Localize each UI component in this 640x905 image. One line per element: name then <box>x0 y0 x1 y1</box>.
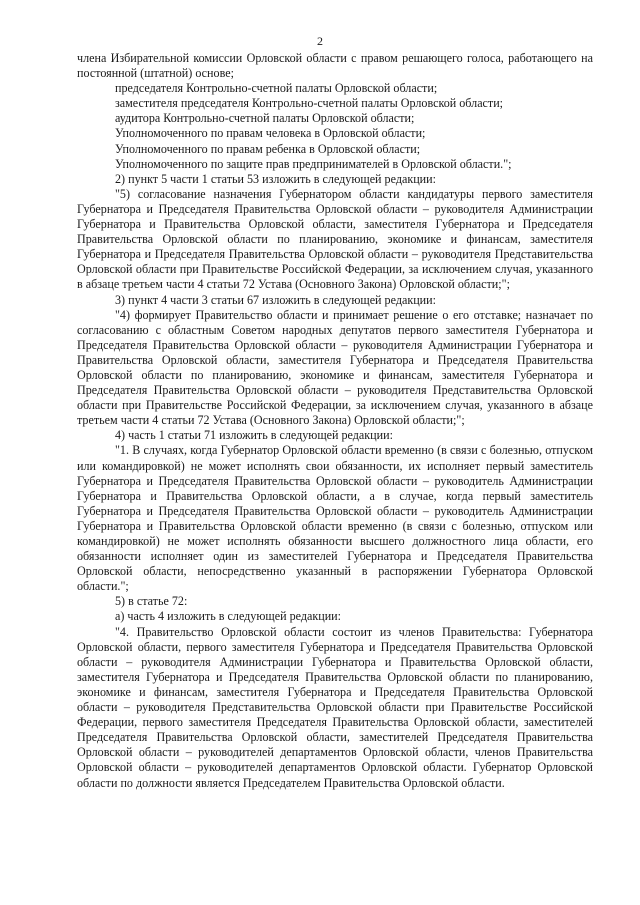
paragraph: 5) в статье 72: <box>115 594 188 609</box>
paragraph: Уполномоченного по защите прав предпринимателей в Орловской области."; <box>115 156 512 171</box>
paragraph: 2) пункт 5 части 1 статьи 53 изложить в следующей редакции: <box>115 171 436 186</box>
paragraph: 4) часть 1 статьи 71 изложить в следующей редакции: <box>115 428 393 443</box>
paragraph: председателя Контрольно-счетной палаты Орловской области; <box>115 81 438 96</box>
paragraph: заместителя председателя Контрольно-счетной палаты Орловской области; <box>115 96 504 111</box>
paragraph: "5) согласование назначения Губернатором области кандидатуры первого заместителя Губернатора и Председателя Правительства Орловской области – руководителя Администрации Губернатора и Правительства Орловской области, заместителя Губернатора и Председателя Правительства Орловской области по планированию, экономике и финансам, заместителя Губернатора и Председателя Правительства Орловской области – руководителя Представительства Орловской области при Правительстве Российской Федерации, за исключением случая, указанного в абзаце третьем части 4 статьи 72 Устава (Основного Закона) Орловской области;"; <box>77 186 593 292</box>
paragraph: члена Избирательной комиссии Орловской области с правом решающего голоса, работающего на постоянной (штатной) основе; <box>77 51 593 81</box>
paragraph: а) часть 4 изложить в следующей редакции: <box>115 609 341 624</box>
paragraph: Уполномоченного по правам человека в Орловской области; <box>115 126 426 141</box>
paragraph: "1. В случаях, когда Губернатор Орловской области временно (в связи с болезнью, отпуском или командировкой) не может исполнять свои обязанности, их исполняет первый заместитель Губернатора и Председателя Правительства Орловской области – руководитель Администрации Губернатора и Правительства Орловской области, а в случае, когда первый заместитель Губернатора и Председателя Правительства Орловской области – руководитель Администрации Губернатора и Правительства Орловской области временно (в связи с болезнью, отпуском или командировкой) не может исполнять обязанности высшего должностного лица области, его обязанности исполняет один из заместителей Губернатора и Председателя Правительства Орловской области, непосредственно указанный в распоряжении Губернатора Орловской области."; <box>77 443 593 594</box>
paragraph: аудитора Контрольно-счетной палаты Орловской области; <box>115 111 415 126</box>
paragraph: "4. Правительство Орловской области состоит из членов Правительства: Губернатора Орловской области, первого заместителя Губернатора и Председателя Правительства Орловской области – руководителя Администрации Губернатора и Правительства Орловской области, заместителя Губернатора и Председателя Правительства Орловской области по планированию, экономике и финансам, заместителя Губернатора и Председателя Правительства Орловской области – руководителя Представительства Орловской области при Правительстве Российской Федерации, первого заместителя Председателя Правительства Орловской области, заместителей Председателя Правительства Орловской области, заместителей Председателя Правительства Орловской области – руководителей департаментов Орловской области, членов Правительства Орловской области – руководителей департаментов Орловской области. Губернатор Орловской области по должности является Председателем Правительства Орловской области. <box>77 624 593 790</box>
page-number: 2 <box>317 34 323 48</box>
paragraph: "4) формирует Правительство области и принимает решение о его отставке; назначает по согласованию с областным Советом народных депутатов первого заместителя Губернатора и Председателя Правительства Орловской области – руководителя Администрации Губернатора и Правительства Орловской области, заместителя Губернатора и Председателя Правительства Орловской области по планированию, экономике и финансам, заместителя Губернатора и Председателя Правительства Орловской области – руководителя Представительства Орловской области при Правительстве Российской Федерации, за исключением случая, указанного в абзаце третьем части 4 статьи 72 Устава (Основного Закона) Орловской области;"; <box>77 307 593 428</box>
document-body <box>77 51 593 791</box>
paragraph: 3) пункт 4 части 3 статьи 67 изложить в следующей редакции: <box>115 292 436 307</box>
paragraph: Уполномоченного по правам ребенка в Орловской области; <box>115 141 421 156</box>
